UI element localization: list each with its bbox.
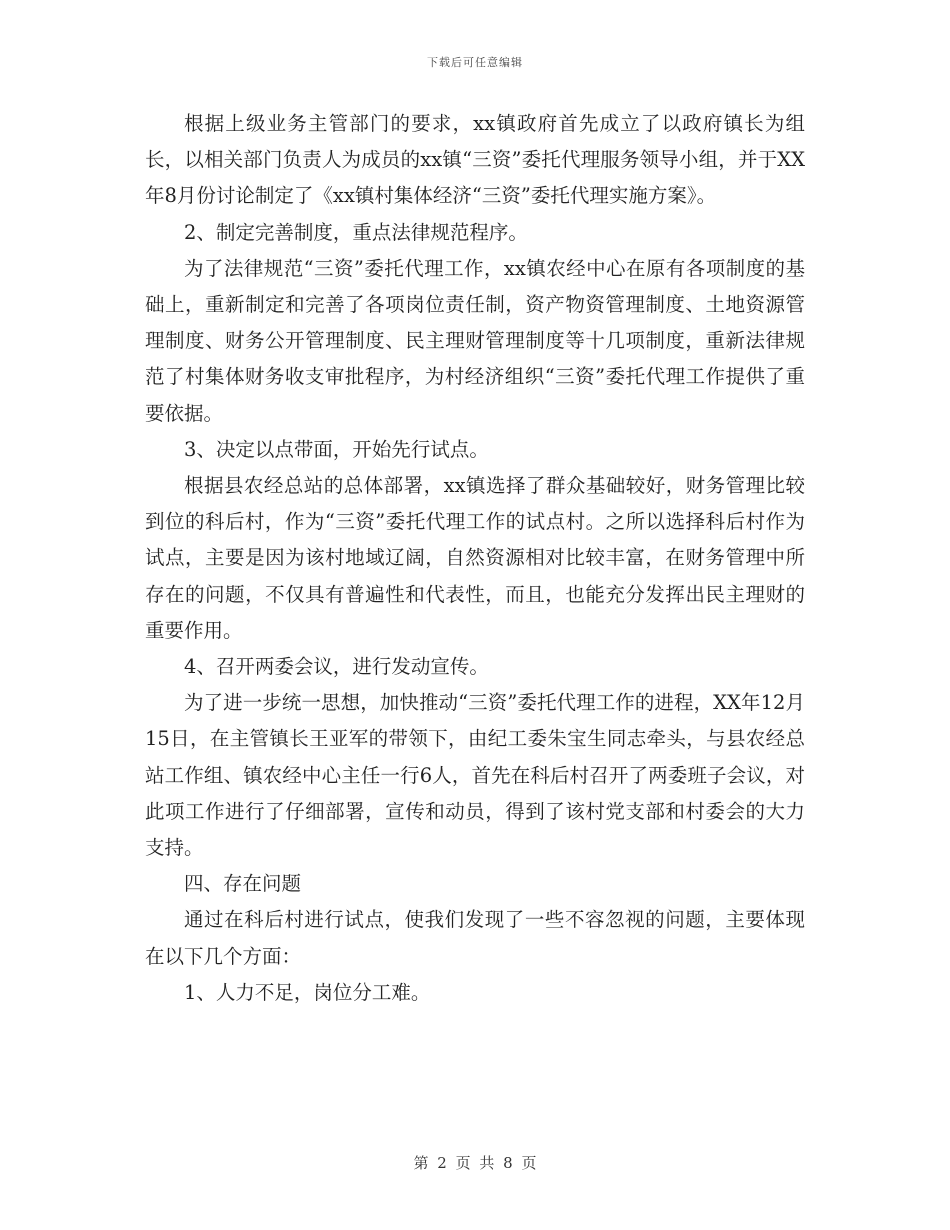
paragraph-pilot: 根据县农经总站的总体部署，xx镇选择了群众基础较好，财务管理比较到位的科后村，作为“三资”委托代理工作的试点村。之所以选择科后村作为试点，主要是因为该村地域辽阔，自然资源相对比较丰富，在财务管理中所存在的问题，不仅具有普遍性和代表性，而且，也能充分发挥出民主理财的重要作用。 [145,474,805,642]
section-heading-2: 2、制定完善制度，重点法律规范程序。 [184,220,528,244]
page-header: 下载后可任意编辑 [427,56,523,69]
paragraph-rules: 为了法律规范“三资”委托代理工作，xx镇农经中心在原有各项制度的基础上，重新制定和完善了各项岗位责任制，资产物资管理制度、土地资源管理制度、财务公开管理制度、民主理财管理制度等十几项制度，重新法律规范了村集体财务收支审批程序，为村经济组织“三资”委托代理工作提供了重要依据。 [145,256,805,425]
section-heading-4: 4、召开两委会议，进行发动宣传。 [184,655,489,679]
paragraph-problems-intro: 通过在科后村进行试点，使我们发现了一些不容忽视的问题，主要体现在以下几个方面： [145,908,805,968]
paragraph-intro: 根据上级业务主管部门的要求，xx镇政府首先成立了以政府镇长为组长，以相关部门负责人为成员的xx镇“三资”委托代理服务领导小组，并于XX年8月份讨论制定了《xx镇村集体经济“三资”委托代理实施方案》。 [145,112,805,208]
document-body [145,106,805,1011]
section-heading-3: 3、决定以点带面，开始先行试点。 [184,437,489,461]
section-heading-problems: 四、存在问题 [184,872,302,896]
section-heading-problem-1: 1、人力不足，岗位分工难。 [184,980,431,1004]
page-footer: 第 2 页 共 8 页 [413,1154,537,1172]
paragraph-meeting: 为了进一步统一思想，加快推动“三资”委托代理工作的进程，XX年12月15日，在主管镇长王亚军的带领下，由纪工委朱宝生同志牵头，与县农经总站工作组、镇农经中心主任一行6人，首先在科后村召开了两委班子会议，对此项工作进行了仔细部署，宣传和动员，得到了该村党支部和村委会的大力支持。 [145,691,805,860]
